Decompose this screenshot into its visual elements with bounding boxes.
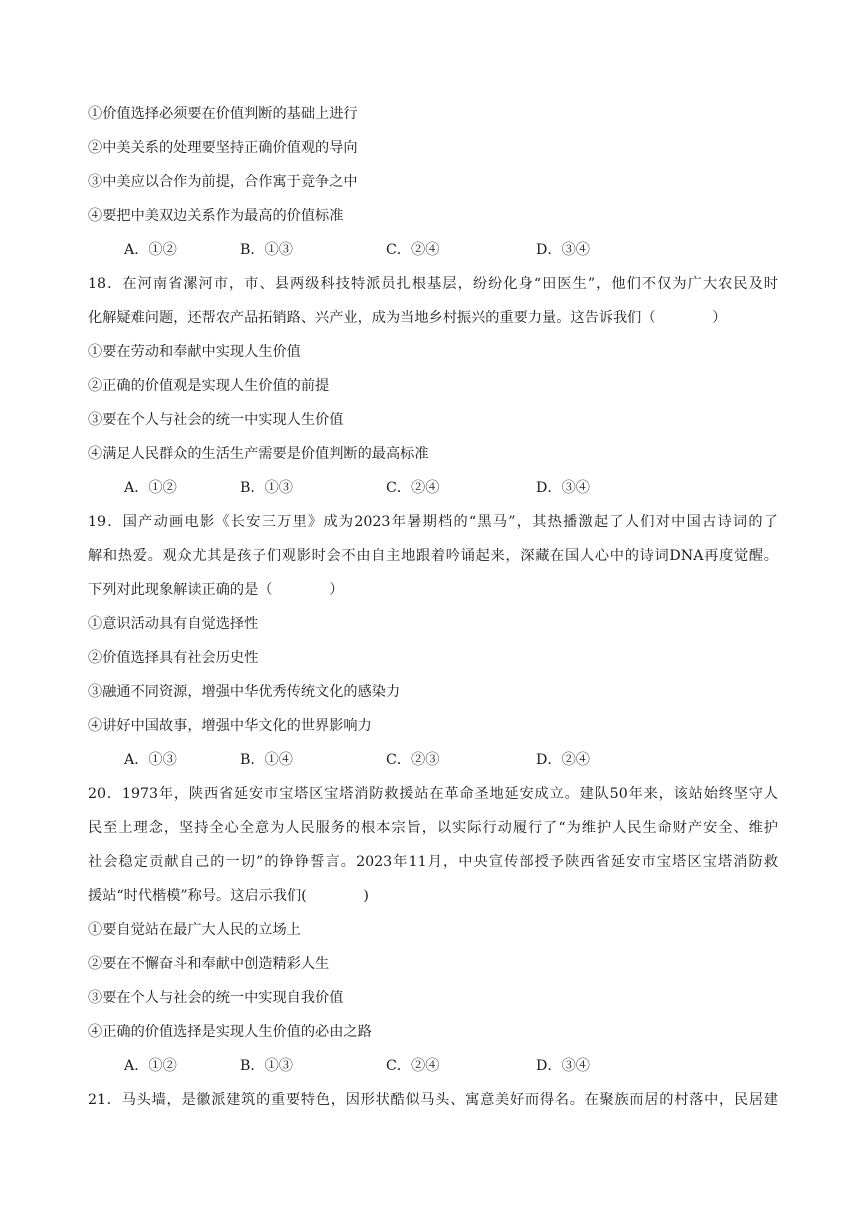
q20-item-4: ④正确的价值选择是实现人生价值的必由之路 bbox=[88, 1024, 372, 1040]
q20-stem-line-4: 援站“时代楷模”称号。这启示我们( ) bbox=[88, 888, 369, 904]
q18-item-3: ③要在个人与社会的统一中实现人生价值 bbox=[88, 412, 344, 428]
q20-options bbox=[124, 1056, 784, 1076]
q18-option-b: B．①③ bbox=[240, 480, 293, 496]
q19-option-a: A．①③ bbox=[124, 752, 177, 768]
q18-option-d: D．③④ bbox=[536, 480, 590, 496]
q18-option-a: A．①② bbox=[124, 480, 177, 496]
q20-option-a: A．①② bbox=[124, 1058, 177, 1074]
q18-item-4: ④满足人民群众的生活生产需要是价值判断的最高标准 bbox=[88, 446, 429, 462]
q19-option-c: C．②③ bbox=[386, 752, 440, 768]
q17-options bbox=[124, 240, 784, 260]
q20-option-b: B．①③ bbox=[240, 1058, 293, 1074]
q19-item-2: ②价值选择具有社会历史性 bbox=[88, 650, 259, 666]
q17-option-a: A．①② bbox=[124, 242, 177, 258]
q21-stem-line-1: 21．马头墙，是徽派建筑的重要特色，因形状酷似马头、寓意美好而得名。在聚族而居的村落中，民居建 bbox=[88, 1092, 778, 1108]
q20-item-3: ③要在个人与社会的统一中实现自我价值 bbox=[88, 990, 344, 1006]
q18-stem-line-1: 18．在河南省漯河市，市、县两级科技特派员扎根基层，纷纷化身“田医生”，他们不仅为广大农民及时 bbox=[88, 276, 778, 292]
q19-option-b: B．①④ bbox=[240, 752, 293, 768]
q18-item-2: ②正确的价值观是实现人生价值的前提 bbox=[88, 378, 330, 394]
q20-item-1: ①要自觉站在最广大人民的立场上 bbox=[88, 922, 301, 938]
q18-item-1: ①要在劳动和奉献中实现人生价值 bbox=[88, 344, 301, 360]
q18-option-c: C．②④ bbox=[386, 480, 440, 496]
q20-stem-line-3: 社会稳定贡献自己的一切”的铮铮誓言。2023年11月，中央宣传部授予陕西省延安市宝塔区宝塔消防救 bbox=[88, 854, 778, 870]
q17-item-4: ④要把中美双边关系作为最高的价值标准 bbox=[88, 208, 344, 224]
q17-option-b: B．①③ bbox=[240, 242, 293, 258]
q19-item-4: ④讲好中国故事，增强中华文化的世界影响力 bbox=[88, 718, 372, 734]
q17-item-3: ③中美应以合作为前提，合作寓于竞争之中 bbox=[88, 174, 358, 190]
q19-item-1: ①意识活动具有自觉选择性 bbox=[88, 616, 259, 632]
q19-stem-line-3: 下列对此现象解读正确的是（ ） bbox=[88, 582, 344, 598]
q17-option-d: D．③④ bbox=[536, 242, 590, 258]
q20-stem-line-1: 20．1973年，陕西省延安市宝塔区宝塔消防救援站在革命圣地延安成立。建队50年来，该站始终坚守人 bbox=[88, 786, 778, 802]
q19-option-d: D．②④ bbox=[536, 752, 590, 768]
q19-item-3: ③融通不同资源，增强中华优秀传统文化的感染力 bbox=[88, 684, 401, 700]
q17-item-2: ②中美关系的处理要坚持正确价值观的导向 bbox=[88, 140, 358, 156]
q19-stem-line-1: 19．国产动画电影《长安三万里》成为2023年暑期档的“黑马”，其热播激起了人们对中国古诗词的了 bbox=[88, 514, 778, 530]
q19-options bbox=[124, 750, 784, 770]
q20-option-c: C．②④ bbox=[386, 1058, 440, 1074]
q17-item-1: ①价值选择必须要在价值判断的基础上进行 bbox=[88, 106, 358, 122]
q17-option-c: C．②④ bbox=[386, 242, 440, 258]
q18-stem-line-2: 化解疑难问题，还帮农产品拓销路、兴产业，成为当地乡村振兴的重要力量。这告诉我们（ ） bbox=[88, 310, 727, 326]
q18-options bbox=[124, 478, 784, 498]
q20-stem-line-2: 民至上理念，坚持全心全意为人民服务的根本宗旨，以实际行动履行了“为维护人民生命财产安全、维护 bbox=[88, 820, 778, 836]
q20-item-2: ②要在不懈奋斗和奉献中创造精彩人生 bbox=[88, 956, 330, 972]
q20-option-d: D．③④ bbox=[536, 1058, 590, 1074]
q19-stem-line-2: 解和热爱。观众尤其是孩子们观影时会不由自主地跟着吟诵起来，深藏在国人心中的诗词DNA再度觉醒。 bbox=[88, 548, 778, 564]
